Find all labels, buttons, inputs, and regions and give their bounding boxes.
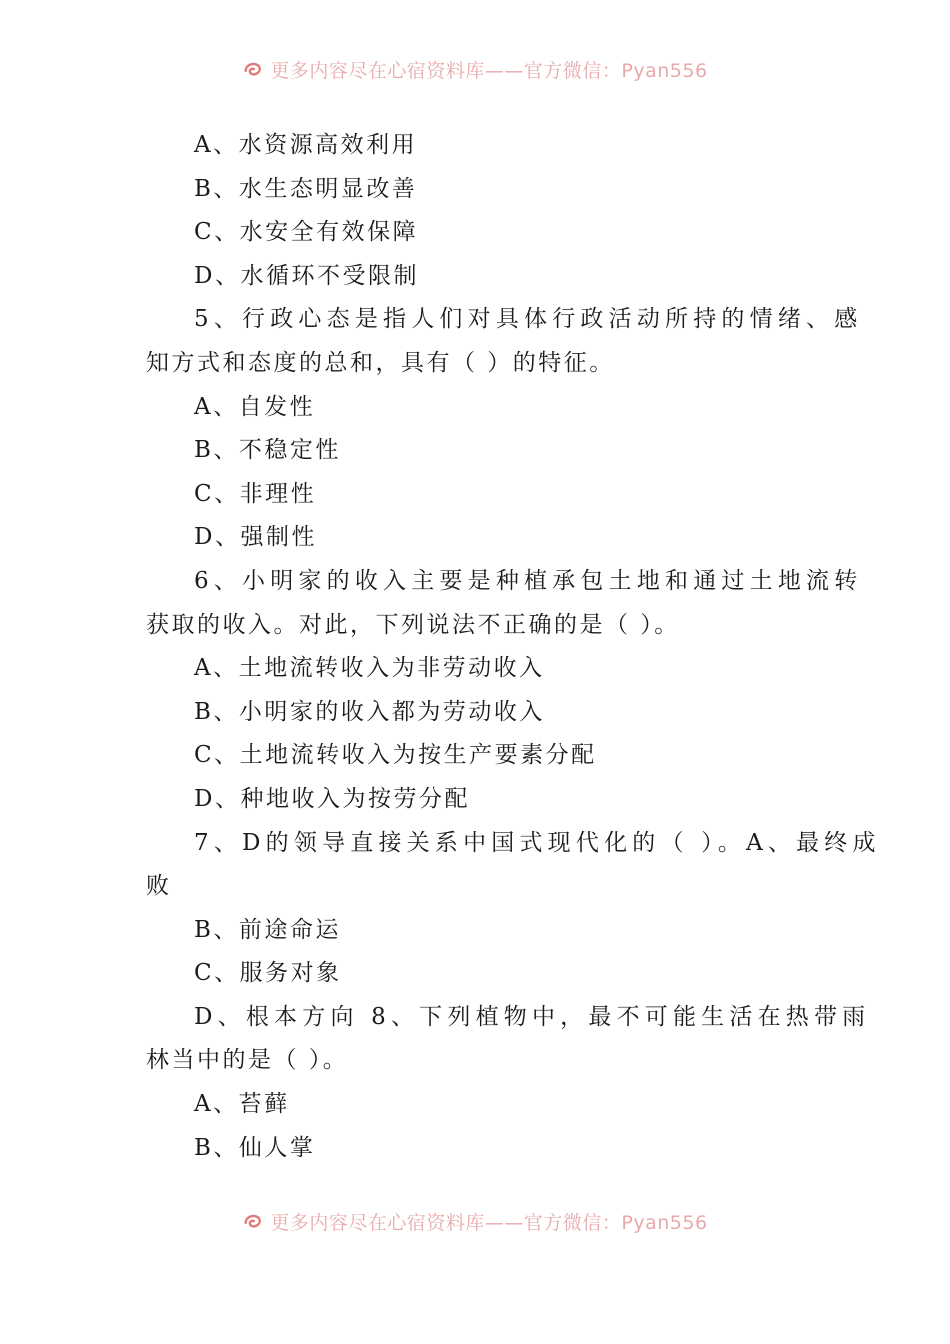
answer-option: C、水安全有效保障 xyxy=(194,219,419,246)
watermark-text: 更多内容尽在心宿资料库——官方微信：Pyan556 xyxy=(270,1211,708,1234)
answer-option: B、仙人掌 xyxy=(194,1134,316,1161)
watermark-text: 更多内容尽在心宿资料库——官方微信：Pyan556 xyxy=(270,59,708,82)
answer-option: D、种地收入为按劳分配 xyxy=(194,785,470,812)
answer-option: B、前途命运 xyxy=(194,916,341,943)
watermark-footer xyxy=(0,1205,950,1237)
answer-option: A、自发性 xyxy=(194,393,316,420)
question-text: 获取的收入。对此，下列说法不正确的是（ ）。 xyxy=(146,611,680,638)
question-text: 知方式和态度的总和，具有（ ）的特征。 xyxy=(146,349,615,376)
answer-option: A、水资源高效利用 xyxy=(194,132,418,158)
answer-option: D、水循环不受限制 xyxy=(194,262,419,289)
answer-option: A、土地流转收入为非劳动收入 xyxy=(194,655,545,682)
answer-option: B、水生态明显改善 xyxy=(194,175,418,202)
swirl-logo-icon xyxy=(242,58,264,80)
question-text: D、根本方向 8、下列植物中，最不可能生活在热带雨 xyxy=(194,1003,871,1030)
document-body xyxy=(146,124,881,1170)
answer-option: B、不稳定性 xyxy=(194,437,341,464)
answer-option: C、土地流转收入为按生产要素分配 xyxy=(194,742,597,769)
question-text: 7、D的领导直接关系中国式现代化的（ ）。A、最终成 xyxy=(194,829,881,856)
answer-option: A、苔藓 xyxy=(194,1091,290,1118)
answer-option: C、非理性 xyxy=(194,480,317,507)
question-text: 6、小明家的收入主要是种植承包土地和通过土地流转 xyxy=(194,567,863,594)
answer-option: D、强制性 xyxy=(194,524,317,551)
watermark-header xyxy=(0,53,950,85)
answer-option: C、服务对象 xyxy=(194,960,342,987)
answer-option: B、小明家的收入都为劳动收入 xyxy=(194,698,545,725)
swirl-logo-icon xyxy=(242,1210,264,1232)
question-text: 林当中的是（ ）。 xyxy=(146,1047,349,1074)
question-text: 败 xyxy=(146,873,172,900)
question-text: 5、行政心态是指人们对具体行政活动所持的情绪、感 xyxy=(194,306,863,333)
